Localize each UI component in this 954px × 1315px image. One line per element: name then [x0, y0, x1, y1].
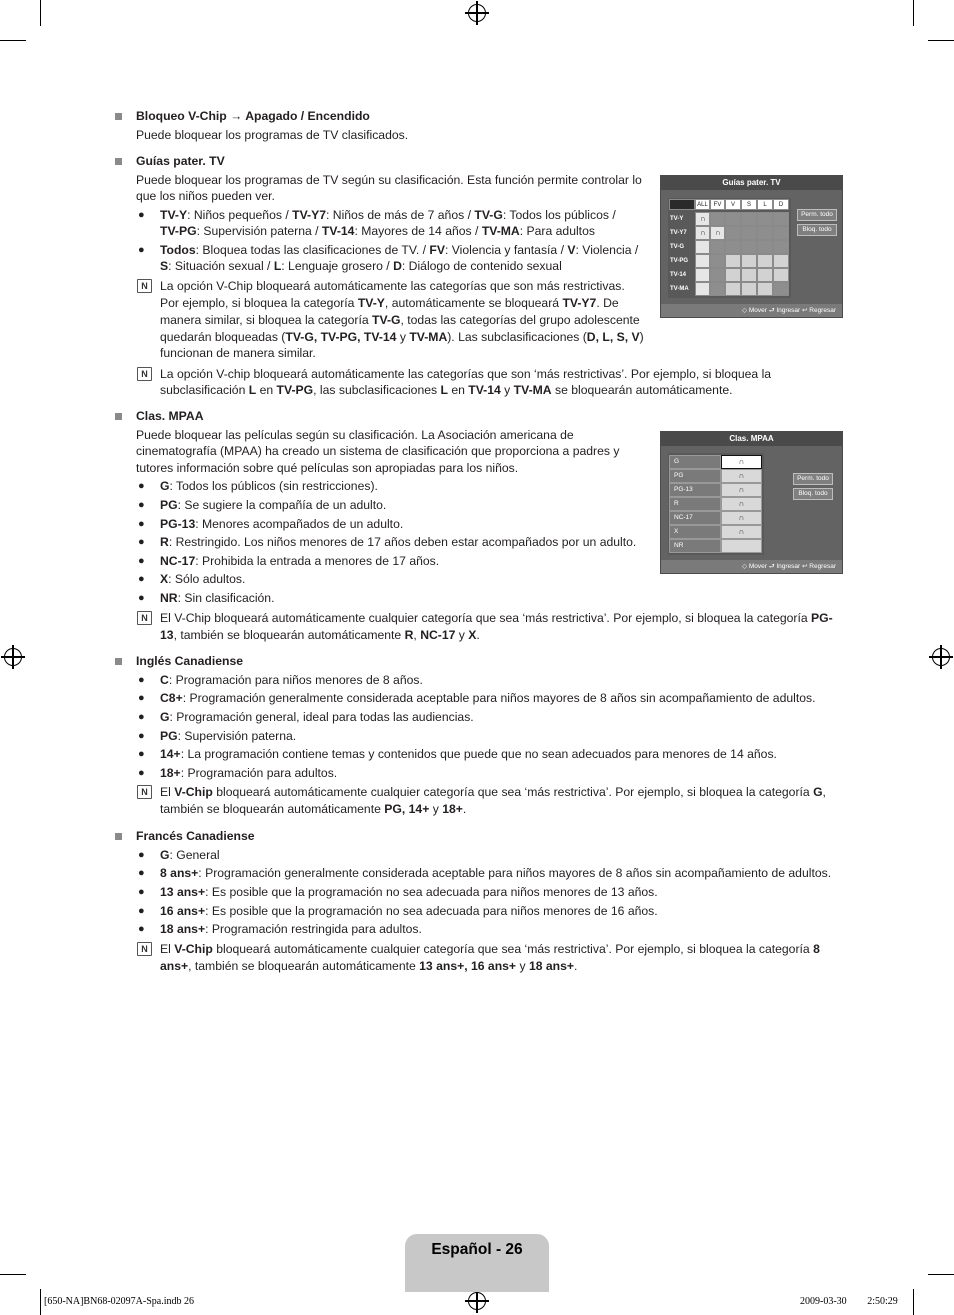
bullet-dot-icon: ●	[138, 592, 145, 604]
mpaa-paragraph: tutores información sobre qué películas son apropiadas para los niños.	[136, 461, 519, 475]
note-icon: N	[137, 611, 152, 625]
mpaa-heading: Clas. MPAA	[136, 409, 204, 423]
mpaa-row-label: PG-13	[669, 483, 721, 497]
grid-cell[interactable]	[695, 268, 710, 282]
mpaa-paragraph: cinematografía (MPAA) ha creado un sistema de clasificación que proporciona a padres y	[136, 444, 620, 458]
mpaa-item: PG: Se sugiere la compañía de un adulto.	[160, 498, 387, 512]
grid-cell[interactable]	[725, 254, 741, 268]
grid-cell	[773, 226, 789, 240]
grid-cell	[710, 212, 725, 226]
bullet-dot-icon: ●	[138, 905, 145, 917]
print-date: 2009-03-30 ￿￿ 2:50:29	[800, 1296, 898, 1307]
col-header: FV	[710, 199, 725, 210]
ca-en-item: G: Programación general, ideal para todas las audiencias.	[160, 710, 474, 724]
bullet-dot-icon: ●	[138, 573, 145, 585]
grid-cell	[725, 212, 741, 226]
mpaa-lock-cell[interactable]: ∩	[721, 483, 762, 497]
ca-en-item: C: Programación para niños menores de 8 años.	[160, 673, 423, 687]
bullet-dot-icon: ●	[138, 767, 145, 779]
grid-cell[interactable]	[725, 282, 741, 296]
mpaa-row-label: G	[669, 455, 721, 469]
mpaa-row-label: R	[669, 497, 721, 511]
ca-fr-item: 8 ans+: Programación generalmente considerada aceptable para niños mayores de 8 años sin acompañamiento de adultos.	[160, 866, 832, 880]
row-label: TV-PG	[670, 258, 689, 264]
mpaa-lock-cell[interactable]: ∩	[721, 511, 762, 525]
bullet-dot-icon: ●	[138, 886, 145, 898]
grid-cell	[710, 240, 725, 254]
grid-cell[interactable]	[695, 282, 710, 296]
bullet-dot-icon: ●	[138, 499, 145, 511]
col-header: S	[741, 199, 757, 210]
block-all-button[interactable]: Bloq. todo	[797, 224, 837, 236]
grid-cell	[773, 240, 789, 254]
grid-cell	[741, 212, 757, 226]
lock-icon: ∩	[700, 228, 706, 237]
note-icon: N	[137, 785, 152, 799]
mpaa-note: 13, también se bloquearán automáticamente R, NC-17 y X.	[160, 628, 480, 642]
grid-cell[interactable]	[695, 226, 710, 240]
mpaa-lock-cell[interactable]: ∩	[721, 525, 762, 539]
grid-cell	[710, 254, 725, 268]
ca-en-note: también se bloquearán automáticamente PG, 14+ y 18+.	[160, 802, 467, 816]
guias-note: La opción V-Chip bloqueará automáticamente las categorías que son más restrictivas.	[160, 279, 625, 293]
mpaa-item: G: Todos los públicos (sin restricciones).	[160, 479, 378, 493]
osd-title: Clas. MPAA	[661, 432, 842, 446]
guias-note: Por ejemplo, si bloquea la categoría TV-Y, automáticamente se bloqueará TV-Y7. De	[160, 296, 619, 310]
mpaa-row-label: PG	[669, 469, 721, 483]
mpaa-lock-cell[interactable]: ∩	[721, 455, 762, 469]
guias-note: manera similar, si bloquea la categoría TV-G, todas las categorías del grupo adolescente	[160, 313, 640, 327]
bullet-dot-icon: ●	[138, 692, 145, 704]
grid-cell	[741, 226, 757, 240]
guias-bullet: Todos: Bloquea todas las clasificaciones de TV. / FV: Violencia y fantasía / V: Violencia /	[160, 243, 639, 257]
bullet-dot-icon: ●	[138, 730, 145, 742]
mpaa-item: R: Restringido. Los niños menores de 17 años deben estar acompañados por un adulto.	[160, 535, 637, 549]
crop-mark	[40, 0, 41, 26]
registration-mark-icon	[4, 648, 22, 666]
crop-mark	[928, 1274, 954, 1275]
mpaa-item: PG-13: Menores acompañados de un adulto.	[160, 517, 404, 531]
section-bullet-icon	[115, 413, 122, 420]
section-bullet-icon	[115, 158, 122, 165]
crop-mark	[0, 1274, 26, 1275]
mpaa-item: NC-17: Prohibida la entrada a menores de 17 años.	[160, 554, 440, 568]
grid-cell[interactable]	[725, 268, 741, 282]
mpaa-lock-cell[interactable]: ∩	[721, 497, 762, 511]
ca-fr-item: 16 ans+: Es posible que la programación no sea adecuada para niños menores de 16 años.	[160, 904, 658, 918]
mpaa-paragraph: Puede bloquear las películas según su clasificación. La Asociación americana de	[136, 428, 574, 442]
ca-fr-item: G: General	[160, 848, 220, 862]
crop-mark	[913, 1289, 914, 1315]
registration-mark-icon	[468, 4, 486, 22]
guias-note: quedarán bloqueadas (TV-G, TV-PG, TV-14 y TV-MA). Las subclasificaciones (D, L, S, V)	[160, 330, 644, 344]
mpaa-lock-cell[interactable]	[721, 539, 762, 553]
osd-title: Guías pater. TV	[661, 176, 842, 190]
mpaa-item: X: Sólo adultos.	[160, 572, 246, 586]
bullet-dot-icon: ●	[138, 536, 145, 548]
ca-fr-note: El V-Chip bloqueará automáticamente cualquier categoría que sea ‘más restrictiva’. Por ejemplo, si bloquea la categoría 8	[160, 942, 820, 956]
grid-cell[interactable]	[757, 282, 773, 296]
lock-icon: ∩	[700, 214, 706, 223]
grid-cell	[725, 226, 741, 240]
bullet-dot-icon: ●	[138, 674, 145, 686]
block-all-button[interactable]: Bloq. todo	[793, 488, 833, 500]
file-info: [650-NA]BN68-02097A-Spa.indb 26	[44, 1296, 194, 1307]
crop-mark	[40, 1289, 41, 1315]
ca-en-note: El V-Chip bloqueará automáticamente cualquier categoría que sea ‘más restrictiva’. Por ejemplo, si bloquea la categoría G,	[160, 785, 826, 799]
section-bullet-icon	[115, 833, 122, 840]
bullet-dot-icon: ●	[138, 518, 145, 530]
ca-fr-item: 13 ans+: Es posible que la programación no sea adecuada para niños menores de 13 años.	[160, 885, 658, 899]
mpaa-note: El V-Chip bloqueará automáticamente cualquier categoría que sea ‘más restrictiva’. Por ejemplo, si bloquea la categoría PG-	[160, 611, 833, 625]
grid-cell[interactable]	[741, 254, 757, 268]
grid-cell	[741, 240, 757, 254]
note-icon: N	[137, 367, 152, 381]
bullet-dot-icon: ●	[138, 480, 145, 492]
crop-mark	[928, 40, 954, 41]
grid-cell[interactable]	[741, 282, 757, 296]
bullet-dot-icon: ●	[138, 244, 145, 256]
guias-note: subclasificación L en TV-PG, las subclasificaciones L en TV-14 y TV-MA se bloquearán automáticamente.	[160, 383, 733, 397]
mpaa-lock-cell[interactable]: ∩	[721, 469, 762, 483]
guias-note: funcionan de manera similar.	[160, 346, 316, 360]
bullet-dot-icon: ●	[138, 867, 145, 879]
ca-en-item: 14+: La programación contiene temas y contenidos que puede que no sean adecuados para menores de 14 años.	[160, 747, 777, 761]
grid-cell	[773, 282, 789, 296]
note-icon: N	[137, 942, 152, 956]
page-number: Español - 26	[431, 1241, 523, 1258]
grid-cell[interactable]	[695, 240, 710, 254]
guias-note: La opción V-chip bloqueará automáticamente las categorías que son ‘más restrictivas’. Por ejemplo, si bloquea la	[160, 367, 772, 381]
row-label: TV-14	[670, 272, 687, 278]
mpaa-rating-screen	[660, 431, 843, 574]
vchip-description: Puede bloquear los programas de TV clasificados.	[136, 128, 409, 142]
bullet-dot-icon: ●	[138, 209, 145, 221]
col-header: V	[725, 199, 741, 210]
mpaa-item: NR: Sin clasificación.	[160, 591, 275, 605]
guias-paragraph: que los niños pueden ver.	[136, 189, 275, 203]
ca-fr-item: 18 ans+: Programación restringida para adultos.	[160, 922, 422, 936]
grid-cell	[710, 282, 725, 296]
row-label: TV-Y	[670, 216, 684, 222]
grid-cell	[757, 212, 773, 226]
guias-bullet: TV-Y: Niños pequeños / TV-Y7: Niños de más de 7 años / TV-G: Todos los públicos /	[160, 208, 616, 222]
section-bullet-icon	[115, 113, 122, 120]
registration-mark-icon	[468, 1292, 486, 1310]
crop-mark	[913, 0, 914, 26]
ca-en-item: C8+: Programación generalmente considerada aceptable para niños mayores de 8 años sin acompañamiento de adultos.	[160, 691, 816, 705]
ca-en-item: 18+: Programación para adultos.	[160, 766, 338, 780]
guias-heading: Guías pater. TV	[136, 154, 225, 168]
grid-cell[interactable]	[695, 212, 710, 226]
grid-cell[interactable]	[741, 268, 757, 282]
ca-fr-note: ans+, también se bloquearán automáticamente 13 ans+, 16 ans+ y 18 ans+.	[160, 959, 578, 973]
grid-corner	[669, 199, 695, 210]
col-header: D	[773, 199, 789, 210]
row-label: TV-Y7	[670, 230, 687, 236]
osd-footer: ◇ Mover ⮐ Ingresar ↩ Regresar	[661, 304, 842, 317]
guias-bullet: TV-PG: Supervisión paterna / TV-14: Mayores de 14 años / TV-MA: Para adultos	[160, 224, 595, 238]
vchip-heading: Bloqueo V-Chip → Apagado / Encendido	[136, 109, 370, 123]
grid-cell	[757, 226, 773, 240]
col-header: ALL	[695, 199, 710, 210]
ca-fr-heading: Francés Canadiense	[136, 829, 255, 843]
registration-mark-icon	[932, 648, 950, 666]
col-header: L	[757, 199, 773, 210]
grid-cell[interactable]	[710, 226, 725, 240]
ca-en-item: PG: Supervisión paterna.	[160, 729, 297, 743]
mpaa-row-label: NC-17	[669, 511, 721, 525]
note-icon: N	[137, 279, 152, 293]
grid-cell[interactable]	[773, 254, 789, 268]
row-label: TV-MA	[670, 286, 689, 292]
grid-cell	[773, 212, 789, 226]
allow-all-button[interactable]: Perm. todo	[797, 209, 837, 221]
grid-cell[interactable]	[773, 268, 789, 282]
guias-paragraph: Puede bloquear los programas de TV según su clasificación. Esta función permite controlar lo	[136, 173, 642, 187]
mpaa-row-label: NR	[669, 539, 721, 553]
grid-cell	[710, 268, 725, 282]
grid-cell[interactable]	[757, 254, 773, 268]
tv-guidelines-screen	[660, 175, 843, 318]
bullet-dot-icon: ●	[138, 923, 145, 935]
guias-bullet: S: Situación sexual / L: Lenguaje grosero / D: Diálogo de contenido sexual	[160, 259, 562, 273]
ca-en-heading: Inglés Canadiense	[136, 654, 244, 668]
bullet-dot-icon: ●	[138, 748, 145, 760]
crop-mark	[0, 40, 26, 41]
mpaa-row-label: X	[669, 525, 721, 539]
grid-cell[interactable]	[695, 254, 710, 268]
grid-cell	[725, 240, 741, 254]
bullet-dot-icon: ●	[138, 555, 145, 567]
grid-cell[interactable]	[757, 268, 773, 282]
allow-all-button[interactable]: Perm. todo	[793, 473, 833, 485]
row-label: TV-G	[670, 244, 685, 250]
grid-cell	[757, 240, 773, 254]
bullet-dot-icon: ●	[138, 849, 145, 861]
lock-icon: ∩	[715, 228, 721, 237]
osd-footer: ◇ Mover ⮐ Ingresar ↩ Regresar	[661, 560, 842, 573]
section-bullet-icon	[115, 658, 122, 665]
bullet-dot-icon: ●	[138, 711, 145, 723]
